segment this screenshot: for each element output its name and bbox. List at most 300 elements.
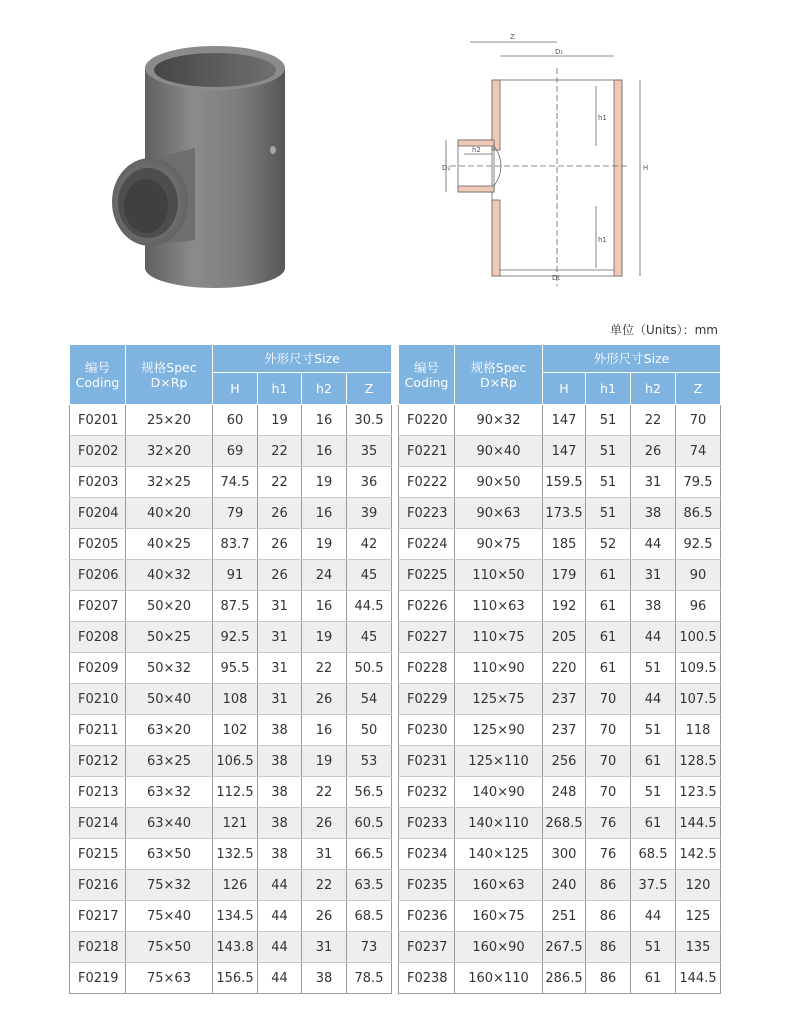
cell-h: 240 [543,870,586,901]
table-row [399,436,721,467]
cell-h2: 51 [631,777,676,808]
technical-drawing [440,28,660,288]
cell-h2: 51 [631,715,676,746]
cell-h: 251 [543,901,586,932]
cell-h2: 19 [302,467,347,498]
cell-z: 109.5 [676,653,721,684]
cell-h2: 61 [631,963,676,994]
cell-z: 39 [347,498,392,529]
cell-coding: F0211 [70,715,126,746]
cell-z: 45 [347,622,392,653]
cell-h1: 38 [258,715,302,746]
table-row [70,498,392,529]
cell-coding: F0228 [399,653,455,684]
cell-z: 60.5 [347,808,392,839]
table-row [70,405,392,436]
cell-z: 56.5 [347,777,392,808]
cell-h: 106.5 [213,746,258,777]
cell-h: 192 [543,591,586,622]
cell-spec: 32×20 [126,436,213,467]
cell-h2: 31 [302,932,347,963]
cell-h1: 70 [586,746,631,777]
cell-h1: 51 [586,498,631,529]
cell-h2: 26 [302,808,347,839]
header-size: 外形尺寸Size [543,345,721,373]
table-row [399,808,721,839]
cell-h2: 51 [631,653,676,684]
table-row [399,405,721,436]
cell-coding: F0219 [70,963,126,994]
cell-h: 179 [543,560,586,591]
cell-spec: 110×50 [455,560,543,591]
cell-h1: 70 [586,777,631,808]
header-spec [126,345,213,405]
table-row [399,591,721,622]
table-row [70,901,392,932]
cell-h: 95.5 [213,653,258,684]
cell-h2: 22 [302,777,347,808]
cell-coding: F0227 [399,622,455,653]
cell-h1: 51 [586,405,631,436]
cell-h: 286.5 [543,963,586,994]
table-row [70,746,392,777]
cell-h: 220 [543,653,586,684]
cell-h2: 26 [302,901,347,932]
cell-h: 102 [213,715,258,746]
cell-h1: 19 [258,405,302,436]
cell-h1: 61 [586,591,631,622]
spec-table-right [398,344,721,994]
cell-h2: 38 [302,963,347,994]
cell-h1: 31 [258,622,302,653]
table-row [399,560,721,591]
cell-spec: 63×20 [126,715,213,746]
cell-h1: 44 [258,870,302,901]
header-col-h: H [213,373,258,405]
cell-h1: 61 [586,622,631,653]
table-row [70,963,392,994]
table-row [70,715,392,746]
cell-h: 60 [213,405,258,436]
cell-z: 73 [347,932,392,963]
cell-spec: 90×63 [455,498,543,529]
cell-h1: 61 [586,560,631,591]
cell-coding: F0238 [399,963,455,994]
header-spec-en: D×Rp [480,374,517,390]
cell-coding: F0203 [70,467,126,498]
cell-spec: 160×90 [455,932,543,963]
cell-h: 256 [543,746,586,777]
cell-coding: F0217 [70,901,126,932]
cell-h: 108 [213,684,258,715]
cell-h1: 26 [258,560,302,591]
cell-coding: F0234 [399,839,455,870]
cell-h: 112.5 [213,777,258,808]
header-spec-cn: 规格Spec [470,359,527,375]
cell-spec: 160×63 [455,870,543,901]
cell-h2: 26 [631,436,676,467]
cell-z: 79.5 [676,467,721,498]
cell-h1: 61 [586,653,631,684]
table-row [399,901,721,932]
cell-coding: F0207 [70,591,126,622]
cell-h: 69 [213,436,258,467]
cell-coding: F0233 [399,808,455,839]
table-row [70,932,392,963]
cell-z: 66.5 [347,839,392,870]
cell-coding: F0215 [70,839,126,870]
cell-coding: F0220 [399,405,455,436]
cell-spec: 50×40 [126,684,213,715]
cell-z: 92.5 [676,529,721,560]
cell-z: 118 [676,715,721,746]
cell-h2: 16 [302,498,347,529]
cell-h2: 16 [302,715,347,746]
header-col-h: H [543,373,586,405]
cell-coding: F0216 [70,870,126,901]
cell-h: 126 [213,870,258,901]
cell-h1: 70 [586,684,631,715]
header-coding-en: Coding [404,374,449,390]
spec-table-left [69,344,392,994]
cell-h2: 44 [631,901,676,932]
cell-h: 237 [543,715,586,746]
table-row [70,839,392,870]
header-coding [399,345,455,405]
cell-h2: 44 [631,529,676,560]
table-row [399,839,721,870]
cell-h2: 19 [302,529,347,560]
cell-coding: F0205 [70,529,126,560]
cell-spec: 90×75 [455,529,543,560]
cell-coding: F0213 [70,777,126,808]
cell-coding: F0222 [399,467,455,498]
cell-spec: 40×25 [126,529,213,560]
table-row [70,870,392,901]
cell-h2: 37.5 [631,870,676,901]
cell-z: 45 [347,560,392,591]
cell-h2: 22 [302,653,347,684]
cell-spec: 90×32 [455,405,543,436]
cell-z: 142.5 [676,839,721,870]
header-spec-en: D×Rp [150,374,188,390]
table-row [399,932,721,963]
table-row [70,560,392,591]
cell-z: 50 [347,715,392,746]
cell-h2: 61 [631,746,676,777]
cell-h: 83.7 [213,529,258,560]
cell-z: 42 [347,529,392,560]
table-row [70,622,392,653]
cell-h: 74.5 [213,467,258,498]
cell-z: 53 [347,746,392,777]
units-label: 单位（Units）：mm [609,323,718,337]
cell-coding: F0226 [399,591,455,622]
cell-h1: 31 [258,591,302,622]
cell-z: 44.5 [347,591,392,622]
cell-h2: 16 [302,436,347,467]
cell-coding: F0235 [399,870,455,901]
header-spec-cn: 规格Spec [141,359,197,375]
cell-coding: F0201 [70,405,126,436]
cell-coding: F0206 [70,560,126,591]
cell-spec: 160×75 [455,901,543,932]
reducing-tee-photo [100,30,300,300]
header-coding-cn: 编号 [84,359,110,375]
table-row [399,467,721,498]
header-col-h2: h2 [302,373,347,405]
cell-h: 185 [543,529,586,560]
cell-h1: 38 [258,777,302,808]
cell-spec: 90×50 [455,467,543,498]
cell-h: 300 [543,839,586,870]
cell-h1: 52 [586,529,631,560]
table-row [70,467,392,498]
table-row [70,777,392,808]
cell-spec: 50×32 [126,653,213,684]
dim-h-label: H [643,164,649,172]
cell-z: 70 [676,405,721,436]
header-col-h2: h2 [631,373,676,405]
cell-h1: 76 [586,808,631,839]
cell-h2: 22 [631,405,676,436]
cell-z: 50.5 [347,653,392,684]
cell-coding: F0229 [399,684,455,715]
cell-h1: 31 [258,684,302,715]
cell-spec: 32×25 [126,467,213,498]
cell-h: 92.5 [213,622,258,653]
table-row [399,529,721,560]
table-row [70,529,392,560]
cell-spec: 160×110 [455,963,543,994]
cell-z: 35 [347,436,392,467]
table-row [399,498,721,529]
cell-h2: 61 [631,808,676,839]
cell-h2: 31 [302,839,347,870]
cell-z: 78.5 [347,963,392,994]
cell-spec: 63×25 [126,746,213,777]
header-spec [455,345,543,405]
cell-h: 121 [213,808,258,839]
cell-spec: 50×20 [126,591,213,622]
cell-h: 173.5 [543,498,586,529]
cell-h2: 38 [631,591,676,622]
cell-h2: 22 [302,870,347,901]
cell-h1: 38 [258,808,302,839]
cell-spec: 63×32 [126,777,213,808]
table-row [399,963,721,994]
cell-z: 68.5 [347,901,392,932]
dim-h2-label: h2 [472,146,481,154]
cell-coding: F0223 [399,498,455,529]
cell-z: 30.5 [347,405,392,436]
cell-spec: 110×90 [455,653,543,684]
cell-h: 237 [543,684,586,715]
cell-h: 205 [543,622,586,653]
header-col-z: Z [347,373,392,405]
cell-h1: 31 [258,653,302,684]
cell-spec: 140×110 [455,808,543,839]
cell-h2: 16 [302,591,347,622]
cell-z: 144.5 [676,808,721,839]
cell-z: 86.5 [676,498,721,529]
cell-coding: F0204 [70,498,126,529]
cell-coding: F0210 [70,684,126,715]
cell-z: 120 [676,870,721,901]
cell-h: 87.5 [213,591,258,622]
cell-coding: F0209 [70,653,126,684]
cell-h1: 86 [586,932,631,963]
table-row [70,591,392,622]
cell-z: 63.5 [347,870,392,901]
table-row [399,622,721,653]
cell-z: 125 [676,901,721,932]
cell-coding: F0202 [70,436,126,467]
header-coding-en: Coding [75,374,120,390]
cell-h2: 31 [631,560,676,591]
cell-coding: F0208 [70,622,126,653]
cell-spec: 125×75 [455,684,543,715]
cell-spec: 75×40 [126,901,213,932]
cell-coding: F0236 [399,901,455,932]
cell-h2: 31 [631,467,676,498]
cell-spec: 125×110 [455,746,543,777]
cell-h: 267.5 [543,932,586,963]
cell-h2: 44 [631,622,676,653]
dim-d2-label: D₂ [442,164,451,172]
cell-h: 91 [213,560,258,591]
cell-spec: 25×20 [126,405,213,436]
cell-h: 268.5 [543,808,586,839]
cell-spec: 63×50 [126,839,213,870]
cell-z: 128.5 [676,746,721,777]
cell-h2: 51 [631,932,676,963]
cell-h1: 38 [258,839,302,870]
cell-h: 79 [213,498,258,529]
cell-h: 134.5 [213,901,258,932]
cell-coding: F0225 [399,560,455,591]
cell-spec: 40×32 [126,560,213,591]
dim-z-label: Z [510,33,515,41]
cell-h2: 68.5 [631,839,676,870]
cell-h1: 76 [586,839,631,870]
header-coding [70,345,126,405]
cell-spec: 125×90 [455,715,543,746]
cell-h: 248 [543,777,586,808]
cell-h1: 38 [258,746,302,777]
cell-spec: 63×40 [126,808,213,839]
cell-h2: 16 [302,405,347,436]
cell-h2: 19 [302,746,347,777]
cell-z: 74 [676,436,721,467]
cell-spec: 90×40 [455,436,543,467]
cell-h1: 44 [258,932,302,963]
dim-d1-top-label: D₁ [555,48,564,56]
dim-h1-top-label: h1 [598,114,607,122]
table-row [70,653,392,684]
cell-z: 144.5 [676,963,721,994]
cell-spec: 110×63 [455,591,543,622]
cell-spec: 75×32 [126,870,213,901]
cell-h1: 44 [258,963,302,994]
cell-coding: F0230 [399,715,455,746]
cell-coding: F0214 [70,808,126,839]
cell-h1: 22 [258,467,302,498]
cell-h1: 26 [258,498,302,529]
header-coding-cn: 编号 [413,359,439,375]
cell-h: 147 [543,436,586,467]
cell-spec: 140×90 [455,777,543,808]
table-row [399,684,721,715]
cell-spec: 75×50 [126,932,213,963]
cell-spec: 50×25 [126,622,213,653]
cell-z: 96 [676,591,721,622]
cell-h1: 86 [586,870,631,901]
cell-spec: 140×125 [455,839,543,870]
table-row [399,653,721,684]
cell-coding: F0218 [70,932,126,963]
cell-h1: 22 [258,436,302,467]
cell-h1: 86 [586,901,631,932]
cell-spec: 40×20 [126,498,213,529]
cell-h1: 70 [586,715,631,746]
cell-z: 123.5 [676,777,721,808]
cell-h: 156.5 [213,963,258,994]
table-row [70,684,392,715]
cell-spec: 75×63 [126,963,213,994]
cell-spec: 110×75 [455,622,543,653]
cell-z: 36 [347,467,392,498]
cell-z: 54 [347,684,392,715]
table-row [399,715,721,746]
table-row [399,777,721,808]
cell-coding: F0232 [399,777,455,808]
cell-z: 100.5 [676,622,721,653]
cell-h2: 38 [631,498,676,529]
cell-z: 135 [676,932,721,963]
cell-h1: 51 [586,436,631,467]
cell-h: 132.5 [213,839,258,870]
dim-d1-bottom-label: D₁ [552,274,561,282]
cell-h1: 26 [258,529,302,560]
header-col-h1: h1 [258,373,302,405]
cell-h1: 86 [586,963,631,994]
cell-z: 90 [676,560,721,591]
cell-coding: F0231 [399,746,455,777]
table-row [70,808,392,839]
cell-h2: 44 [631,684,676,715]
cell-h1: 44 [258,901,302,932]
table-row [70,436,392,467]
header-size: 外形尺寸Size [213,345,392,373]
cell-coding: F0237 [399,932,455,963]
cell-coding: F0224 [399,529,455,560]
table-row [399,870,721,901]
dim-h1-bottom-label: h1 [598,236,607,244]
cell-z: 107.5 [676,684,721,715]
cell-h2: 26 [302,684,347,715]
cell-h2: 19 [302,622,347,653]
header-col-h1: h1 [586,373,631,405]
cell-h1: 51 [586,467,631,498]
cell-h: 159.5 [543,467,586,498]
table-row [399,746,721,777]
cell-coding: F0212 [70,746,126,777]
cell-h2: 24 [302,560,347,591]
cell-h: 143.8 [213,932,258,963]
header-col-z: Z [676,373,721,405]
cell-coding: F0221 [399,436,455,467]
